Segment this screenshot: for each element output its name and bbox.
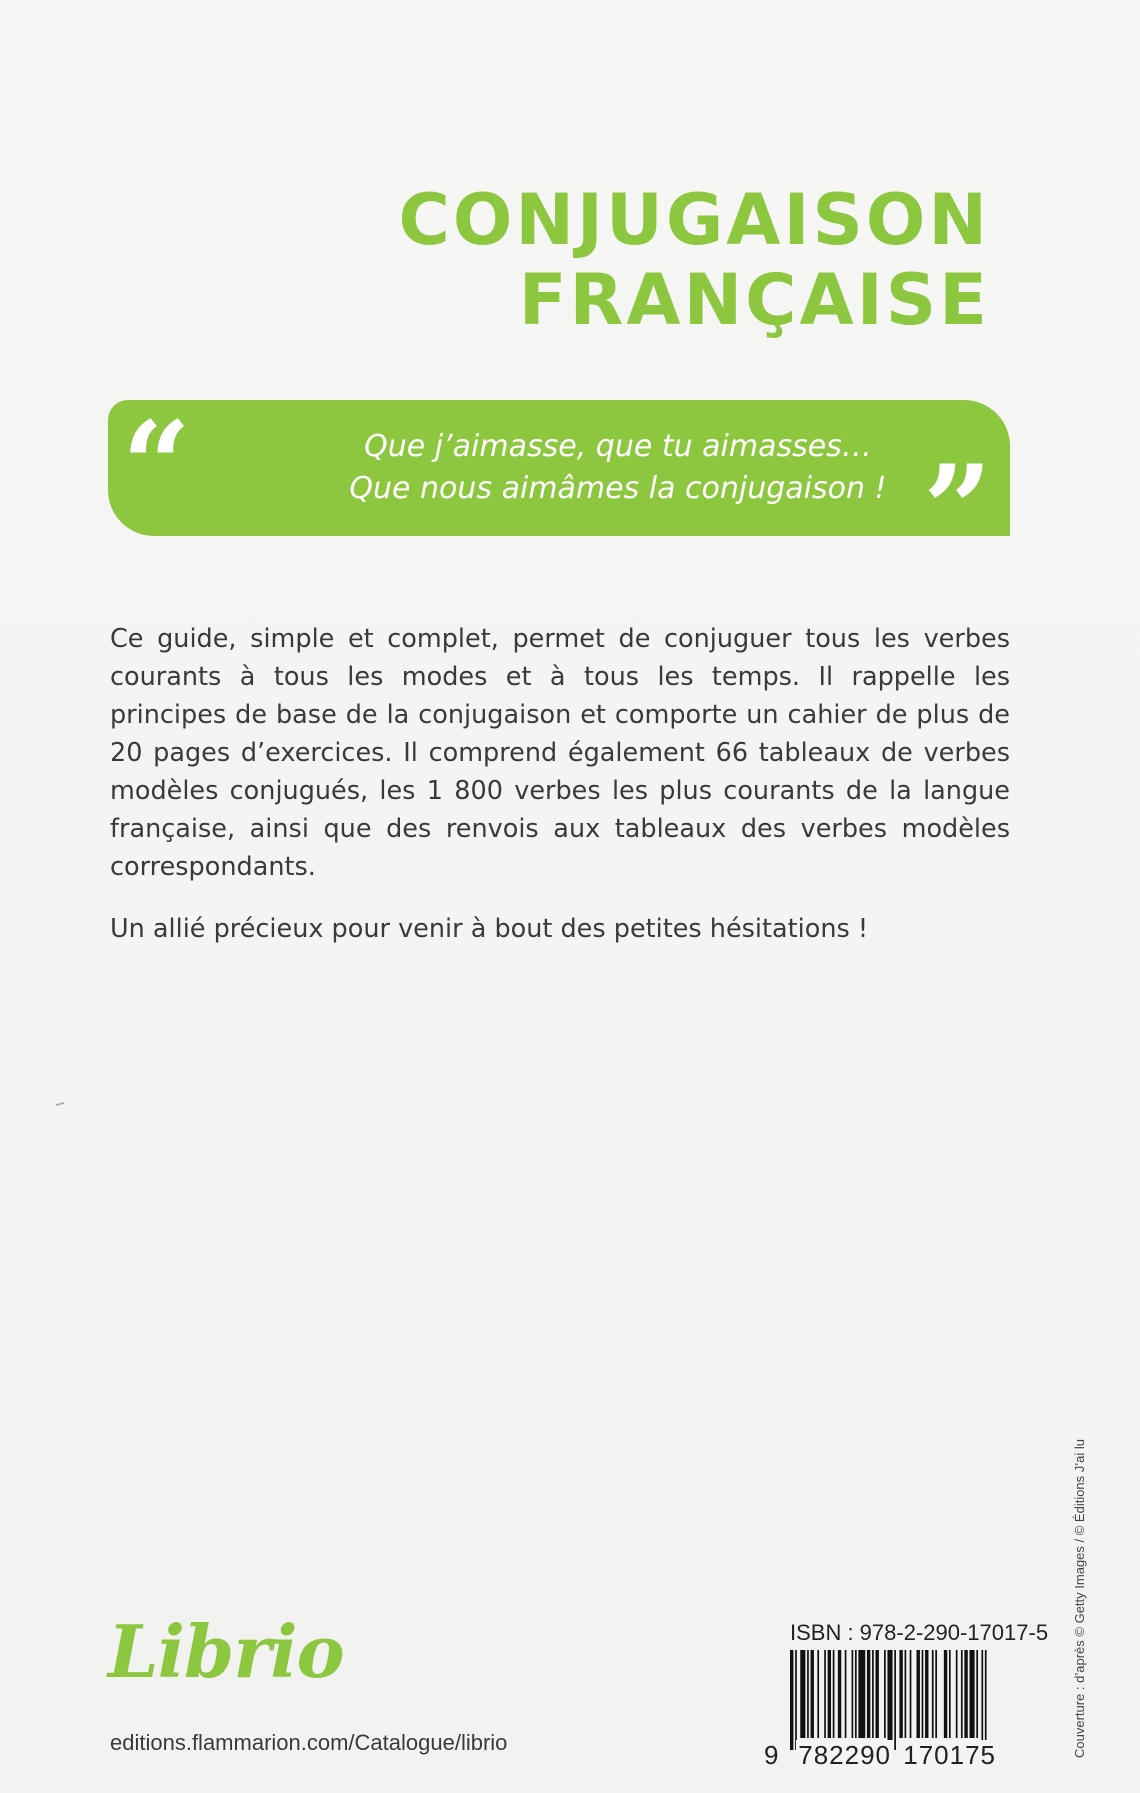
book-title	[398, 180, 990, 340]
barcode-bar	[887, 1650, 892, 1750]
barcode-bar	[828, 1650, 831, 1738]
barcode-digit-group-2: 170175	[903, 1740, 996, 1770]
quote-line-1: Que j’aimasse, que tu aimasses…	[364, 429, 872, 464]
barcode-bar	[852, 1650, 854, 1738]
barcode-bar	[867, 1650, 870, 1738]
barcode-bar	[949, 1650, 951, 1738]
barcode-bar	[935, 1650, 937, 1738]
open-quote-mark: “	[122, 395, 192, 536]
barcode-bar	[884, 1650, 886, 1738]
barcode-bar	[944, 1650, 947, 1738]
barcode-bar	[824, 1650, 826, 1738]
barcode-bar	[855, 1650, 857, 1738]
barcode	[790, 1650, 990, 1750]
publisher-website: editions.flammarion.com/Catalogue/librio	[110, 1730, 508, 1755]
quote-text	[288, 426, 948, 510]
barcode-bar	[981, 1650, 983, 1750]
description-paragraph-2: Un allié précieux pour venir à bout des petites hésitations !	[110, 914, 869, 944]
barcode-bar	[932, 1650, 934, 1738]
close-quote-mark: ”	[922, 439, 992, 580]
barcode-bar	[969, 1650, 974, 1738]
print-speck	[56, 1102, 64, 1106]
barcode-bar	[872, 1650, 874, 1738]
barcode-bar	[811, 1650, 814, 1738]
barcode-bar	[925, 1650, 928, 1738]
barcode-bar	[795, 1650, 797, 1750]
librio-logo: Librio	[108, 1609, 344, 1694]
barcode-bar	[985, 1650, 987, 1750]
barcode-bar	[922, 1650, 924, 1738]
barcode-bar	[917, 1650, 920, 1738]
barcode-bar	[817, 1650, 819, 1738]
description-paragraph-1: Ce guide, simple et complet, permet de conjuguer tous les verbes courants à tous les modes et à tous les temps. Il rappelle les principes de base de la conjugaison et comporte un cahier de plus de 20 pages d’exercices. Il comprend également 66 tableaux de verbes modèles conjugués, les 1 800 verbes les plus courants de la langue française, ainsi que des renvois aux tableaux des verbes modèles correspondants.	[110, 624, 1010, 882]
barcode-bar	[894, 1650, 896, 1750]
barcode-bar	[961, 1650, 963, 1738]
isbn-label: ISBN : 978-2-290-17017-5	[790, 1620, 1049, 1645]
barcode-bar	[976, 1650, 978, 1738]
barcode-bar	[910, 1650, 912, 1738]
barcode-bar	[875, 1650, 878, 1738]
cover-credit: Couverture : d’après © Getty Images / © Éditions J’ai lu	[1072, 1438, 1087, 1758]
barcode-bar	[790, 1650, 793, 1750]
barcode-bar	[833, 1650, 835, 1738]
quote-line-2: Que nous aimâmes la conjugaison !	[349, 471, 887, 506]
barcode-bar	[845, 1650, 847, 1738]
barcode-bar	[807, 1650, 809, 1738]
barcode-bar	[858, 1650, 865, 1738]
title-line-1: CONJUGAISON	[398, 179, 990, 261]
title-line-2: FRANÇAISE	[518, 259, 990, 341]
barcode-bar	[899, 1650, 902, 1738]
barcode-bar	[905, 1650, 907, 1738]
barcode-digits	[764, 1740, 1004, 1770]
barcode-bar	[800, 1650, 805, 1738]
barcode-bar	[956, 1650, 958, 1738]
barcode-bar	[838, 1650, 841, 1738]
barcode-bar	[964, 1650, 967, 1738]
barcode-digit-group-1: 782290	[798, 1740, 891, 1770]
barcode-first-digit: 9	[764, 1740, 780, 1770]
quote-banner	[108, 395, 1010, 580]
description	[110, 620, 1010, 948]
